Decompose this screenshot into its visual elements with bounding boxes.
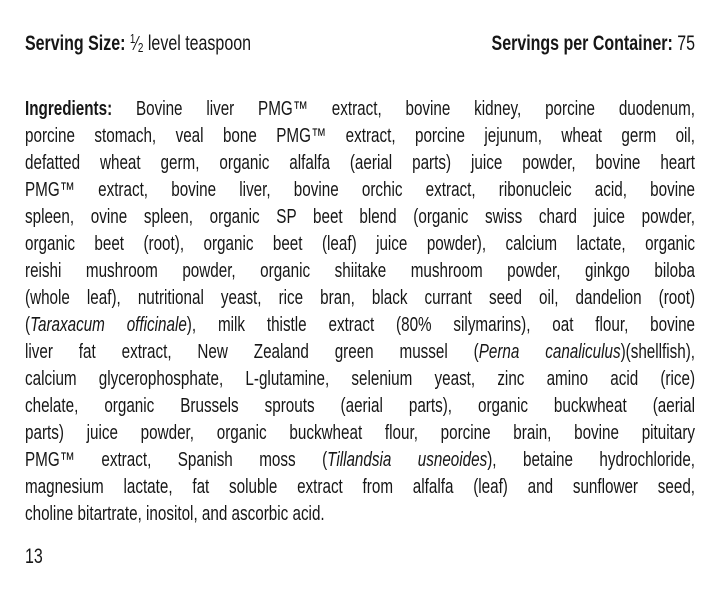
ingredients-segment: spleen, ovine spleen, organic SP beet blend (organic swiss chard juice powder, [25,206,696,228]
ingredients-line [25,123,695,150]
ingredients-line [25,393,695,420]
ingredients-segment: organic beet (root), organic beet (leaf) juice powder), calcium lactate, organic [25,233,696,255]
ingredients-segment: Perna canaliculus [478,341,621,363]
ingredients-line [25,447,695,474]
ingredients-segment: ), betaine hydrochloride, [487,449,696,471]
ingredients-line [25,285,695,312]
ingredients-line [25,474,695,501]
ingredients-segment: porcine stomach, veal bone PMG™ extract, porcine jejunum, wheat germ oil, [25,125,696,147]
serving-size [25,27,251,59]
ingredients-segment: Tillandsia usneoides [327,449,488,471]
servings-per-container-label: Servings per Container: [491,32,673,55]
ingredients-line [25,204,695,231]
serving-size-label: Serving Size: [25,32,126,55]
serving-size-fraction [130,32,144,55]
ingredients-segment: PMG™ extract, Spanish moss ( [25,449,328,471]
ingredients-segment: Bovine liver PMG™ extract, bovine kidney, porcine duodenum, [135,98,696,120]
ingredients-line [25,366,695,393]
serving-header-row [25,27,695,59]
label-page [25,0,695,569]
ingredients-line [25,231,695,258]
ingredients-segment: (whole leaf), nutritional yeast, rice bran, black currant seed oil, dandelion (root) [25,287,696,309]
ingredients-line [25,339,695,366]
ingredients-line [25,150,695,177]
fraction-numerator: 1 [129,31,136,46]
ingredients-line [25,312,695,339]
ingredients-paragraph [25,96,695,528]
ingredients-line [25,177,695,204]
fraction-denominator: 2 [137,40,144,55]
ingredients-segment: reishi mushroom powder, organic shiitake mushroom powder, ginkgo biloba [25,260,696,282]
servings-per-container [492,32,695,55]
ingredients-segment: calcium glycerophosphate, L-glutamine, selenium yeast, zinc amino acid (rice) [25,368,696,390]
ingredients-segment: )(shellfish), [620,341,696,363]
ingredients-line [25,420,695,447]
ingredients-segment: defatted wheat germ, organic alfalfa (aerial parts) juice powder, bovine heart [25,152,696,174]
ingredients-segment: liver fat extract, New Zealand green mussel ( [25,341,479,363]
fraction-slash: ⁄ [135,33,138,55]
ingredients-segment: ( [25,314,31,336]
page-number: 13 [25,545,43,568]
ingredients-segment: ), milk thistle extract (80% silymarins), oat flour, bovine [186,314,696,336]
ingredients-segment: magnesium lactate, fat soluble extract from alfalfa (leaf) and sunflower seed, [25,476,696,498]
ingredients-segment: parts) juice powder, organic buckwheat flour, porcine brain, bovine pituitary [25,422,696,444]
ingredients-line [25,501,695,528]
ingredients-segment: PMG™ extract, bovine liver, bovine orchic extract, ribonucleic acid, bovine [25,179,696,201]
ingredients-segment: choline bitartrate, inositol, and ascorbic acid. [25,503,325,525]
ingredients-line [25,258,695,285]
ingredients-segment: chelate, organic Brussels sprouts (aerial parts), organic buckwheat (aerial [25,395,696,417]
serving-size-value: level teaspoon [147,32,252,55]
ingredients-segment: Ingredients: [25,98,136,120]
ingredients-segment: Taraxacum officinale [30,314,187,336]
servings-per-container-value: 75 [677,32,696,55]
ingredients-line [25,96,695,123]
